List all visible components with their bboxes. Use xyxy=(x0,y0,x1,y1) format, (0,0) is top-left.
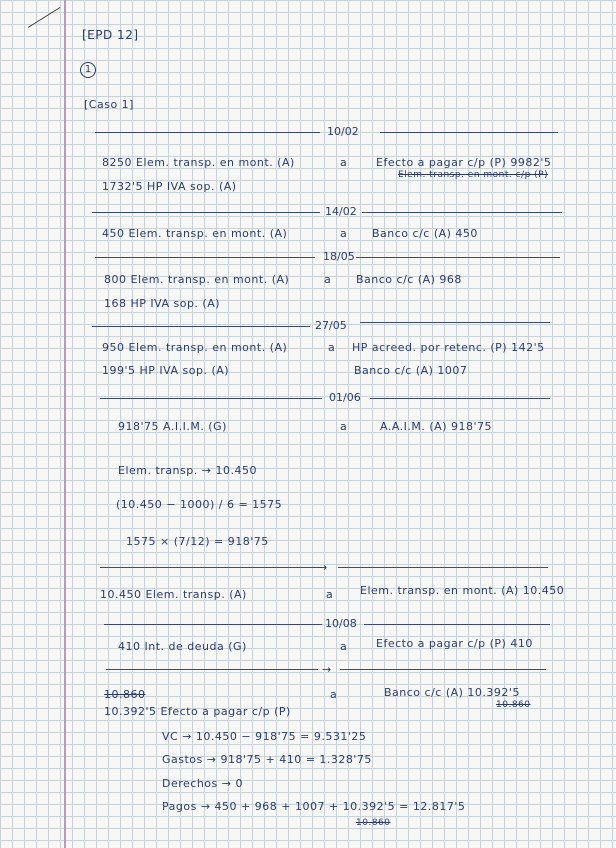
summary-line: Pagos → 450 + 968 + 1007 + 10.392'5 = 12.817'5 xyxy=(162,800,466,813)
credit-line: A.A.I.M. (A) 918'75 xyxy=(380,420,493,433)
entry-rule-right xyxy=(362,212,562,213)
entry-rule-right xyxy=(356,257,560,258)
debit-line: 10.392'5 Efecto a pagar c/p (P) xyxy=(104,705,291,718)
to-word: a xyxy=(340,420,348,433)
entry-rule-left xyxy=(95,132,320,133)
entry-rule-right xyxy=(364,624,550,625)
entry-rule-right xyxy=(360,322,550,323)
entry-date: 10/02 xyxy=(327,125,359,138)
summary-line: Gastos → 918'75 + 410 = 1.328'75 xyxy=(162,753,372,766)
entry-rule-left xyxy=(104,624,322,625)
margin-line xyxy=(64,0,66,848)
entry-rule-right xyxy=(370,398,550,399)
date-arrow: → xyxy=(318,561,328,574)
debit-line: 168 HP IVA sop. (A) xyxy=(104,297,221,310)
summary-line: Derechos → 0 xyxy=(162,777,243,790)
entry-date: 18/05 xyxy=(323,250,355,263)
credit-line: Banco c/c (A) 968 xyxy=(356,273,462,286)
entry-rule-left xyxy=(106,669,318,670)
debit-line: 450 Elem. transp. en mont. (A) xyxy=(102,227,288,240)
credit-line: Banco c/c (A) 10.392'5 xyxy=(384,686,520,699)
debit-line: 10.450 Elem. transp. (A) xyxy=(100,588,247,601)
credit-line: Efecto a pagar c/p (P) 9982'5 xyxy=(376,156,552,169)
entry-rule-right xyxy=(380,132,558,133)
calc-line: 1575 × (7/12) = 918'75 xyxy=(126,535,269,548)
entry-rule-left xyxy=(100,567,322,568)
date-arrow: → xyxy=(322,663,332,676)
debit-line: 918'75 A.I.I.M. (G) xyxy=(118,420,227,433)
credit-line: Banco c/c (A) 1007 xyxy=(354,364,468,377)
entry-date: 14/02 xyxy=(325,205,357,218)
credit-line-struck: Elem. transp. en mont. c/p (P) xyxy=(398,170,549,180)
entry-rule-left xyxy=(95,257,315,258)
entry-date: 10/08 xyxy=(325,617,357,630)
entry-date: 27/05 xyxy=(315,319,347,332)
entry-rule-left xyxy=(100,398,322,399)
to-word: a xyxy=(340,640,348,653)
debit-line: 800 Elem. transp. en mont. (A) xyxy=(104,273,290,286)
calc-line: Elem. transp. → 10.450 xyxy=(118,464,257,477)
debit-line: 950 Elem. transp. en mont. (A) xyxy=(102,341,288,354)
to-word: a xyxy=(324,273,332,286)
entry-rule-right xyxy=(340,669,546,670)
summary-line: VC → 10.450 − 918'75 = 9.531'25 xyxy=(162,730,367,743)
struck-amount: 10.860 xyxy=(356,818,391,828)
calc-line: (10.450 − 1000) / 6 = 1575 xyxy=(116,498,283,511)
credit-line: Banco c/c (A) 450 xyxy=(372,227,478,240)
entry-date: 01/06 xyxy=(329,391,361,404)
exercise-number: 1 xyxy=(80,62,96,78)
struck-amount: 10.860 xyxy=(496,700,531,710)
credit-line: Efecto a pagar c/p (P) 410 xyxy=(376,637,533,650)
debit-line: 410 Int. de deuda (G) xyxy=(118,640,247,653)
credit-line: HP acreed. por retenc. (P) 142'5 xyxy=(352,341,545,354)
to-word: a xyxy=(330,688,338,701)
debit-line: 199'5 HP IVA sop. (A) xyxy=(102,364,230,377)
pen-stroke xyxy=(28,7,61,28)
entry-rule-right xyxy=(338,567,548,568)
entry-rule-left xyxy=(92,326,310,327)
case-heading: [Caso 1] xyxy=(84,98,134,111)
to-word: a xyxy=(328,341,336,354)
credit-line: Elem. transp. en mont. (A) 10.450 xyxy=(360,584,565,597)
to-word: a xyxy=(340,156,348,169)
debit-line: 8250 Elem. transp. en mont. (A) xyxy=(102,156,295,169)
to-word: a xyxy=(340,227,348,240)
entry-rule-left xyxy=(92,212,320,213)
struck-amount: 10.860 xyxy=(104,688,146,701)
to-word: a xyxy=(326,588,334,601)
page-title: [EPD 12] xyxy=(82,28,139,42)
debit-line: 1732'5 HP IVA sop. (A) xyxy=(102,180,237,193)
